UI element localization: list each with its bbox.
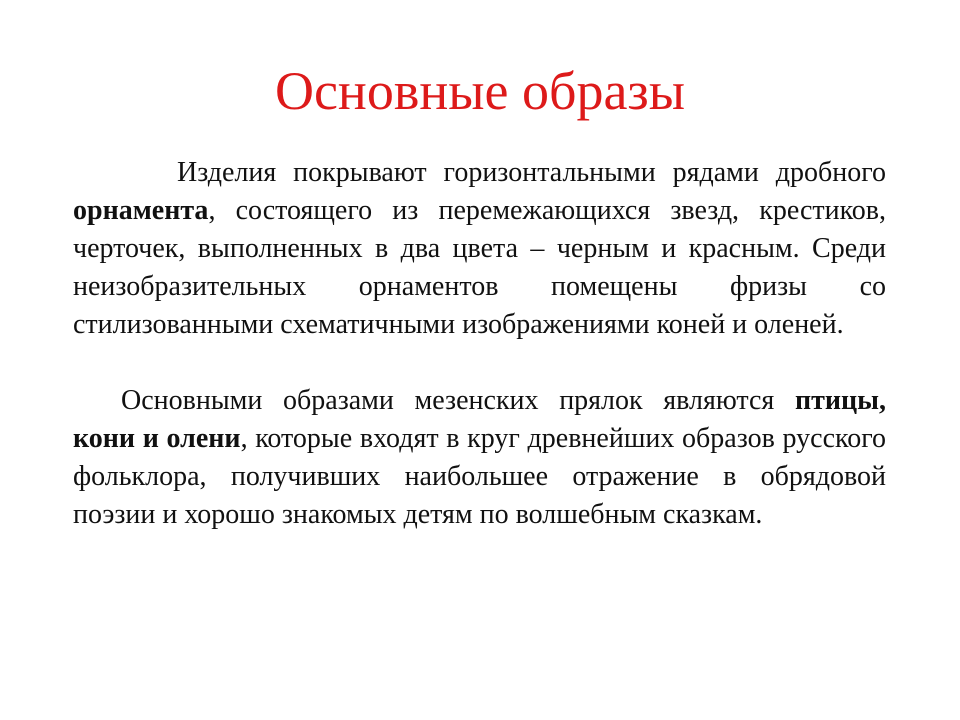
slide-body (73, 154, 886, 534)
paragraph-images-bold-term: птицы, кони и олени (73, 385, 886, 454)
paragraph-ornament-text-start: Изделия покрывают горизонтальными рядами дробного (177, 157, 886, 188)
paragraph-ornament-bold-term: орнамента (73, 195, 209, 226)
slide-title: Основные образы (274, 61, 686, 121)
paragraph-images-text-end: , которые входят в круг древнейших образов русского фольклора, получивших наибольшее отражение в обрядовой поэзии и хорошо знакомых детям по волшебным сказкам. (73, 423, 886, 530)
paragraph-images-text-start: Основными образами мезенских прялок являются (121, 385, 795, 416)
paragraph-ornament (73, 154, 886, 344)
paragraph-images (73, 382, 886, 534)
paragraph-ornament-text-end: , состоящего из перемежающихся звезд, крестиков, черточек, выполненных в два цвета – черным и красным. Среди неизобразительных орнаментов помещены фризы со стилизованными схематичными изображениями коней и оленей. (73, 195, 886, 340)
